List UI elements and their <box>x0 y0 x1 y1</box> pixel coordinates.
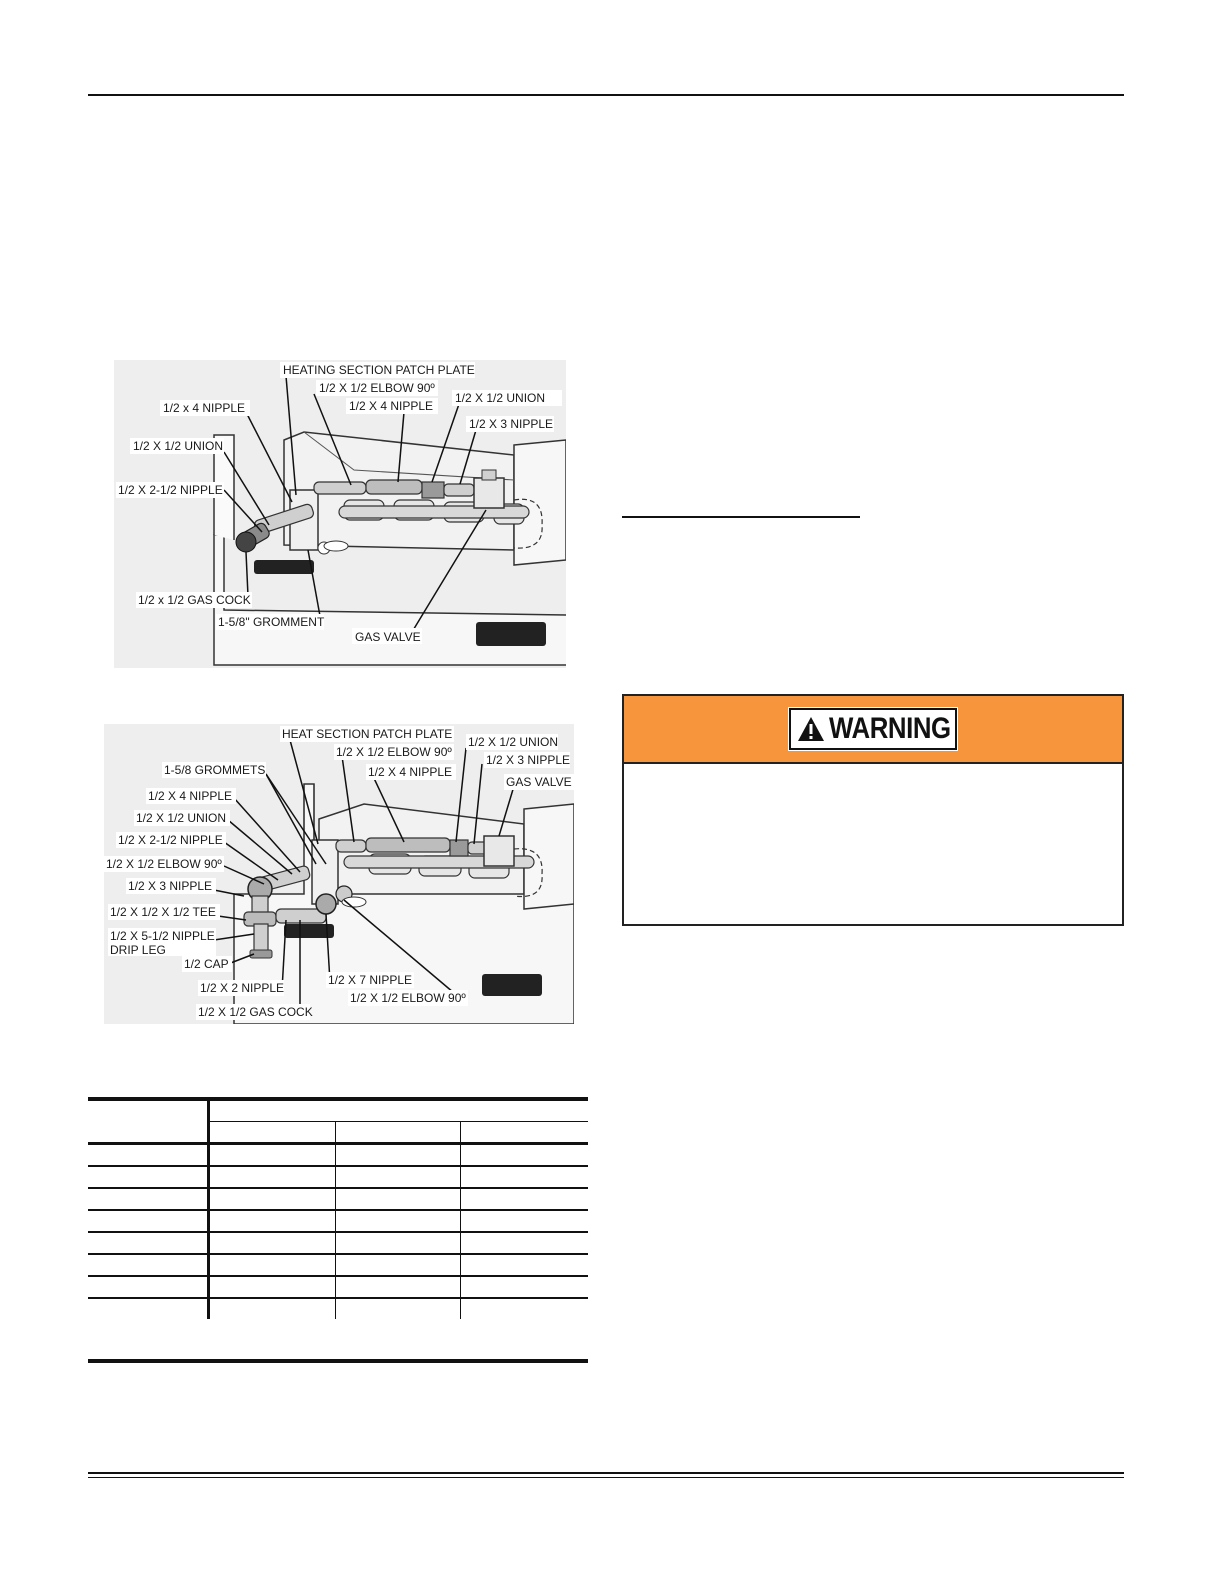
fig1-label-nipple4-right: 1/2 X 4 NIPPLE <box>349 399 434 413</box>
fig2-label-grommets: 1-5/8 GROMMETS <box>164 763 266 777</box>
fig1-label-nipple4-left: 1/2 x 4 NIPPLE <box>163 401 246 415</box>
warning-header <box>624 696 1122 764</box>
fig1-label-union-right: 1/2 X 1/2 UNION <box>455 391 546 405</box>
fig2-label-elbow-bottom: 1/2 X 1/2 ELBOW 90º <box>350 991 466 1005</box>
table-row <box>88 1298 588 1319</box>
fig2-label-union-top: 1/2 X 1/2 UNION <box>468 735 559 749</box>
table-row <box>88 1166 588 1188</box>
fig2-label-gas-cock: 1/2 X 1/2 GAS COCK <box>198 1005 313 1019</box>
table-row <box>88 1144 588 1167</box>
fig1-label-gromment: 1-5/8" GROMMENT <box>218 615 325 629</box>
warning-badge <box>789 708 957 750</box>
fig2-label-elbow-left: 1/2 X 1/2 ELBOW 90º <box>106 857 222 871</box>
section-rule <box>622 516 860 518</box>
table-row <box>88 1232 588 1254</box>
warning-title: WARNING <box>829 712 951 745</box>
fig2-label-nipple-2-5: 1/2 X 2-1/2 NIPPLE <box>118 833 223 847</box>
table-row <box>88 1101 588 1122</box>
footer-rule <box>88 1472 1124 1474</box>
fig2-label-nipple4-top: 1/2 X 4 NIPPLE <box>368 765 453 779</box>
fig2-label-cap: 1/2 CAP <box>184 957 229 971</box>
fig2-label-nipple2: 1/2 X 2 NIPPLE <box>200 981 285 995</box>
fig2-label-gas-valve: GAS VALVE <box>506 775 572 789</box>
fig2-label-elbow-top: 1/2 X 1/2 ELBOW 90º <box>336 745 452 759</box>
fig1-label-union-left: 1/2 X 1/2 UNION <box>133 439 224 453</box>
fig2-label-nipple-5-5: 1/2 X 5-1/2 NIPPLE <box>110 929 215 943</box>
spec-table <box>88 1097 588 1363</box>
fig2-label-tee: 1/2 X 1/2 X 1/2 TEE <box>110 905 216 919</box>
fig2-label-nipple3-left: 1/2 X 3 NIPPLE <box>128 879 213 893</box>
fig1-label-patch-plate: HEATING SECTION PATCH PLATE <box>283 363 475 377</box>
fig2-label-nipple7: 1/2 X 7 NIPPLE <box>328 973 413 987</box>
figure-gas-piping-2 <box>104 724 574 1024</box>
footer-rule-thin <box>88 1477 1124 1478</box>
table-row <box>88 1276 588 1298</box>
fig2-label-nipple4-left: 1/2 X 4 NIPPLE <box>148 789 233 803</box>
table-row <box>88 1210 588 1232</box>
fig1-label-elbow: 1/2 X 1/2 ELBOW 90º <box>319 381 435 395</box>
fig2-label-patch-plate: HEAT SECTION PATCH PLATE <box>282 727 453 741</box>
fig1-label-gas-cock: 1/2 x 1/2 GAS COCK <box>138 593 251 607</box>
fig1-label-nipple-2-5: 1/2 X 2-1/2 NIPPLE <box>118 483 223 497</box>
figure-gas-piping-1 <box>114 360 566 668</box>
fig1-label-nipple3: 1/2 X 3 NIPPLE <box>469 417 554 431</box>
fig1-label-gas-valve: GAS VALVE <box>355 630 421 644</box>
fig2-label-union-left: 1/2 X 1/2 UNION <box>136 811 227 825</box>
table-row <box>88 1188 588 1210</box>
fig2-label-drip-leg: DRIP LEG <box>110 943 166 957</box>
warning-triangle-icon <box>797 716 825 742</box>
fig2-label-nipple3-top: 1/2 X 3 NIPPLE <box>486 753 571 767</box>
header-rule <box>88 94 1124 96</box>
table-row <box>88 1254 588 1276</box>
warning-box <box>622 694 1124 926</box>
